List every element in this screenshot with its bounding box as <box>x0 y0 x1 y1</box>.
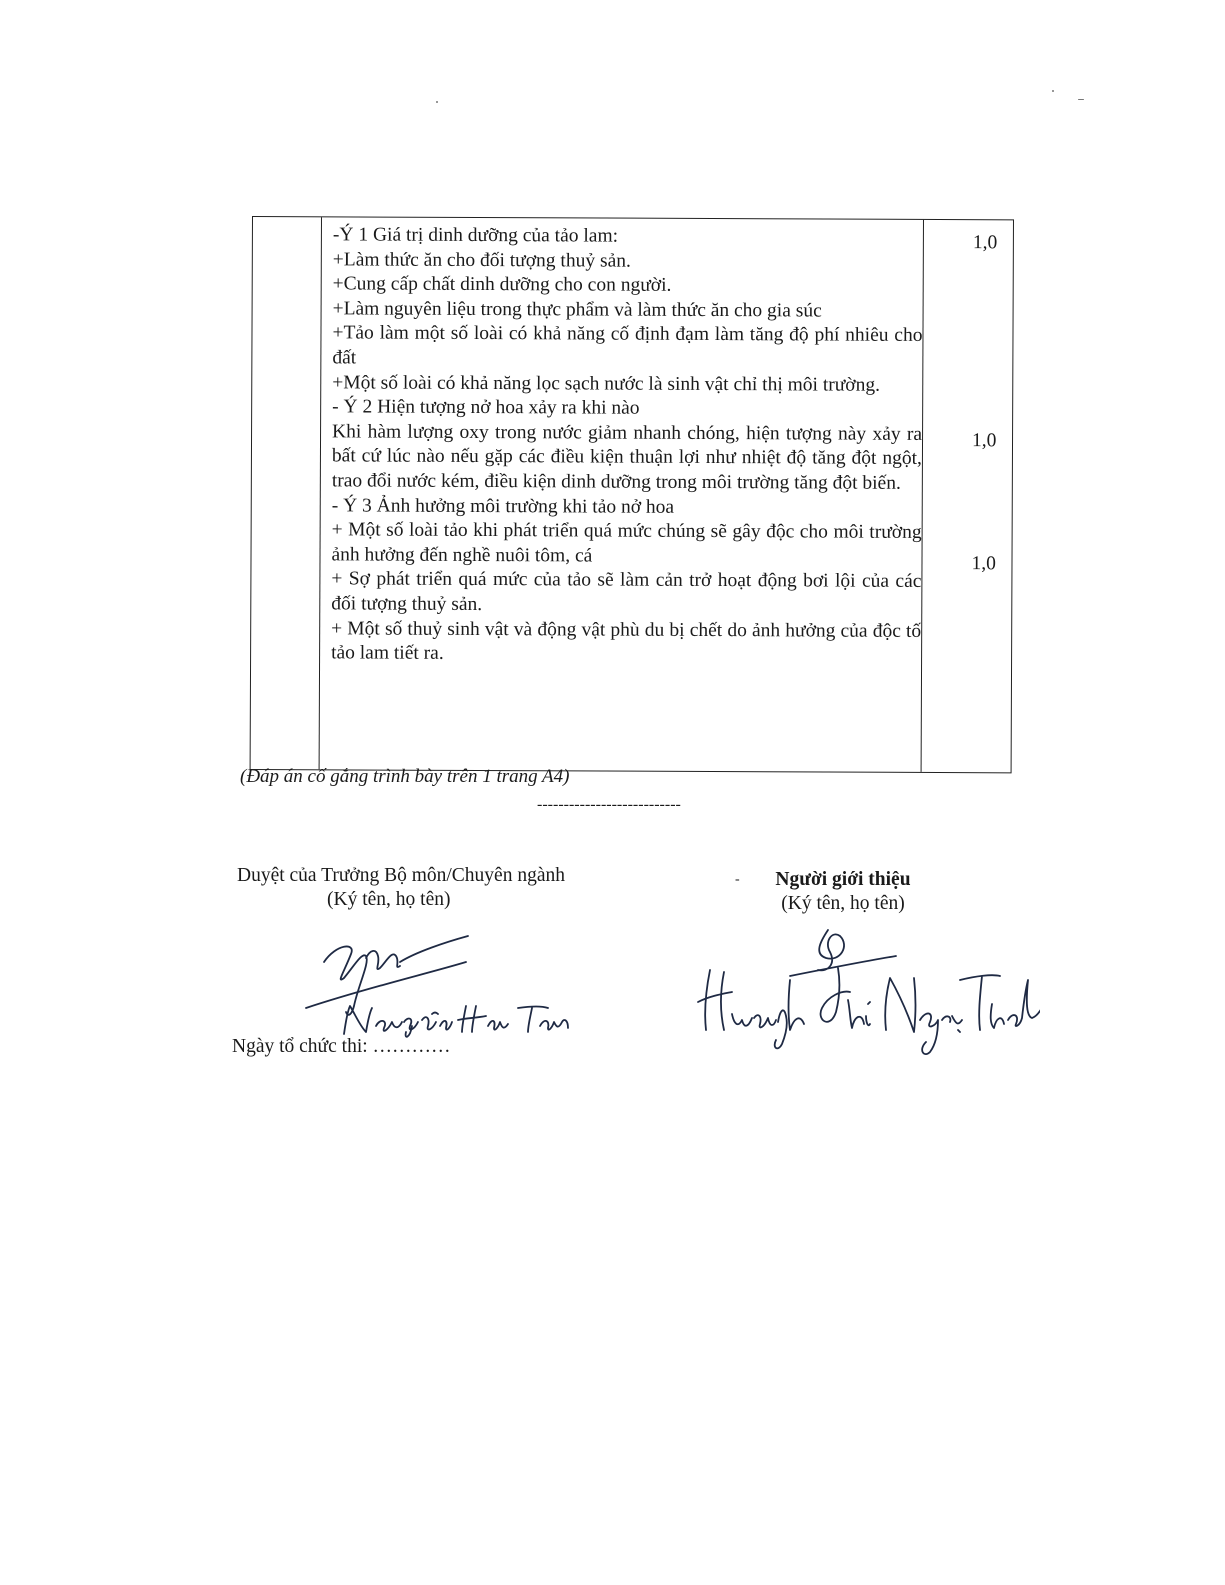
approver-subtitle: (Ký tên, họ tên) <box>327 889 451 910</box>
table-column-divider <box>319 217 322 769</box>
answer-line: +Làm nguyên liệu trong thực phẩm và làm thức ăn cho gia súc <box>332 298 822 322</box>
score-value: 1,0 <box>972 232 998 254</box>
introducer-subtitle: (Ký tên, họ tên) <box>781 893 905 914</box>
scan-speck <box>436 101 438 103</box>
scan-speck <box>1052 90 1054 92</box>
introducer-signature <box>690 920 1040 1060</box>
answer-line: +Một số loài có khả năng lọc sạch nước là sinh vật chỉ thị môi trường. <box>332 371 881 396</box>
page-note: (Đáp án cố gắng trình bày trên 1 trang A4) <box>240 766 570 787</box>
answer-line: - Ý 2 Hiện tượng nở hoa xảy ra khi nào <box>332 396 640 419</box>
decorative-dot: - <box>735 872 740 887</box>
score-value: 1,0 <box>971 430 997 452</box>
score-value: 1,0 <box>971 553 996 575</box>
exam-date: Ngày tổ chức thi: ………… <box>232 1036 451 1057</box>
answer-line: - Ý 3 Ảnh hưởng môi trường khi tảo nở hoa <box>331 494 675 518</box>
answer-line: + Sợ phát triển quá mức của tảo sẽ làm cản trở hoạt động bơi lội của các đối tượng thuỷ sản. <box>331 568 922 615</box>
answer-line: + Một số loài tảo khi phát triển quá mức chúng sẽ gây độc cho môi trường ảnh hưởng đến nghề nuôi tôm, cá <box>331 519 922 567</box>
scan-speck <box>1078 99 1084 100</box>
approver-block <box>237 864 597 912</box>
answer-content-cell <box>331 223 923 668</box>
introducer-title: Người giới thiệu <box>775 869 911 890</box>
approver-signature <box>296 922 586 1042</box>
answer-line: + Một số thuỷ sinh vật và động vật phù du bị chết do ảnh hưởng của độc tố tảo lam tiết ra. <box>331 617 922 664</box>
answer-line: Khi hàm lượng oxy trong nước giảm nhanh chóng, hiện tượng này xảy ra bất cứ lúc nào nếu gặp các điều kiện thuận lợi như nhiệt độ tăng đột ngột, trao đổi nước kém, điều kiện dinh dưỡng trong môi trường tăng đột biến. <box>331 421 923 494</box>
dashed-divider: --------------------------- <box>537 796 681 813</box>
answer-table <box>250 216 1014 773</box>
answer-line: +Cung cấp chất dinh dưỡng cho con người. <box>332 273 672 297</box>
answer-line: +Tảo làm một số loài có khả năng cố định đạm làm tăng độ phí nhiêu cho đất <box>332 322 923 369</box>
introducer-block <box>758 868 928 916</box>
answer-line: +Làm thức ăn cho đối tượng thuỷ sản. <box>332 248 631 272</box>
approver-title: Duyệt của Trưởng Bộ môn/Chuyên ngành <box>237 865 565 886</box>
answer-line: -Ý 1 Giá trị dinh dưỡng của tảo lam: <box>332 224 619 247</box>
